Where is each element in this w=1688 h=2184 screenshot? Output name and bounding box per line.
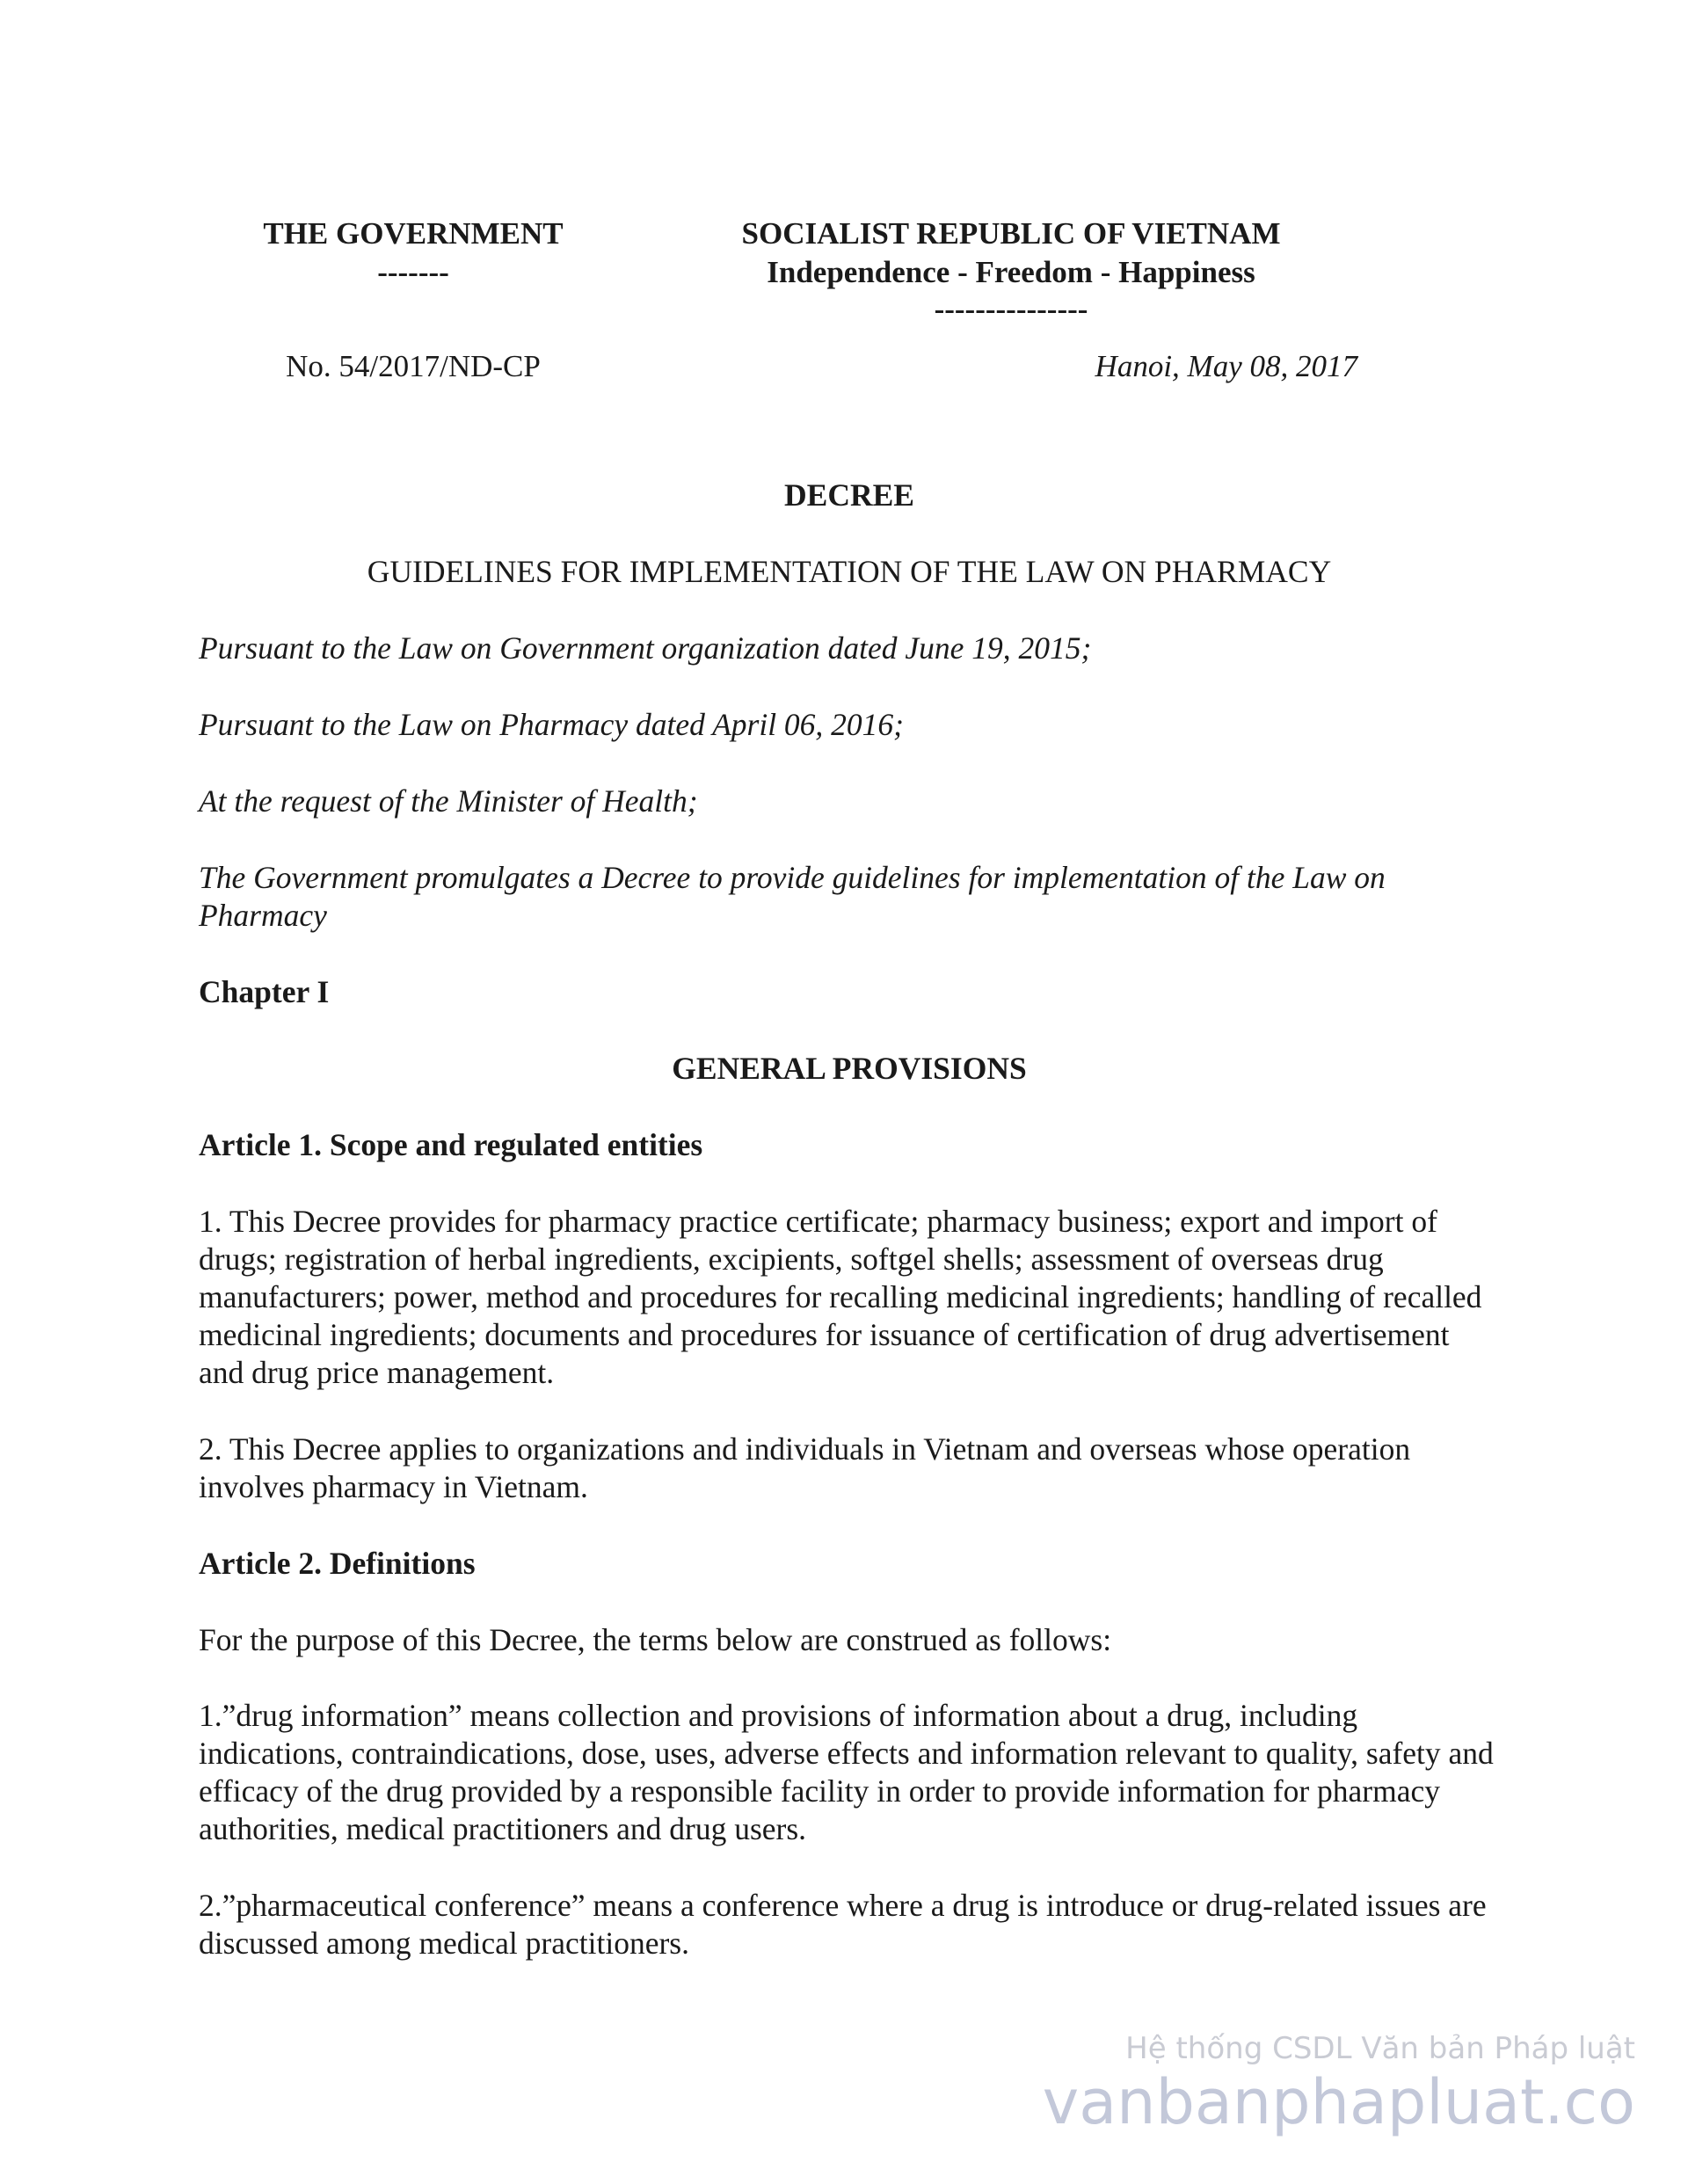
- article-heading: Article 1. Scope and regulated entities: [199, 1127, 703, 1162]
- watermark-caption: Hệ thống CSDL Văn bản Pháp luật: [1125, 2031, 1635, 2066]
- preamble-line: At the request of the Minister of Health;: [199, 783, 698, 819]
- article-paragraph: 1. This Decree provides for pharmacy practice certificate; pharmacy business; export and import of drugs; registration of herbal ingredients, excipients, softgel shells; assessment of overseas drug manufacturers; power, method and procedures for recalling medicinal ingredients; handling of recalled medicinal ingredients; documents and procedures for issuance of certification of drug advertisement and drug price management.: [199, 1204, 1482, 1390]
- document-number: No. 54/2017/ND-CP: [286, 349, 541, 383]
- preamble-line: The Government promulgates a Decree to provide guidelines for implementation of the Law on Pharmacy: [199, 860, 1386, 933]
- watermark-site: vanbanphapluat.co: [1042, 2066, 1635, 2138]
- article-heading: Article 2. Definitions: [199, 1546, 476, 1581]
- preamble-line: Pursuant to the Law on Government organization dated June 19, 2015;: [199, 630, 1092, 666]
- chapter-title: GENERAL PROVISIONS: [672, 1051, 1027, 1086]
- document-subject: GUIDELINES FOR IMPLEMENTATION OF THE LAW ON PHARMACY: [367, 554, 1332, 589]
- issuer-rule: -------: [377, 255, 449, 289]
- article-paragraph: 1.”drug information” means collection and provisions of information about a drug, including indications, contraindications, dose, uses, adverse effects and information relevant to quality, safety and efficacy of the drug provided by a responsible facility in order to provide information for pharmacy authorities, medical practitioners and drug users.: [199, 1698, 1494, 1846]
- issuer-name: THE GOVERNMENT: [263, 216, 564, 251]
- article-paragraph: For the purpose of this Decree, the terms below are construed as follows:: [199, 1622, 1112, 1657]
- article-paragraph: 2.”pharmaceutical conference” means a conference where a drug is introduce or drug-related issues are discussed among medical practitioners.: [199, 1888, 1487, 1961]
- national-motto: Independence - Freedom - Happiness: [767, 255, 1255, 289]
- preamble-line: Pursuant to the Law on Pharmacy dated April 06, 2016;: [199, 707, 905, 742]
- article-paragraph: 2. This Decree applies to organizations and individuals in Vietnam and overseas whose operation involves pharmacy in Vietnam.: [199, 1431, 1411, 1504]
- document-type: DECREE: [784, 477, 914, 513]
- chapter-label: Chapter I: [199, 974, 330, 1009]
- national-title: SOCIALIST REPUBLIC OF VIETNAM: [741, 216, 1281, 251]
- place-date: Hanoi, May 08, 2017: [1095, 349, 1357, 383]
- national-rule: ---------------: [934, 292, 1088, 326]
